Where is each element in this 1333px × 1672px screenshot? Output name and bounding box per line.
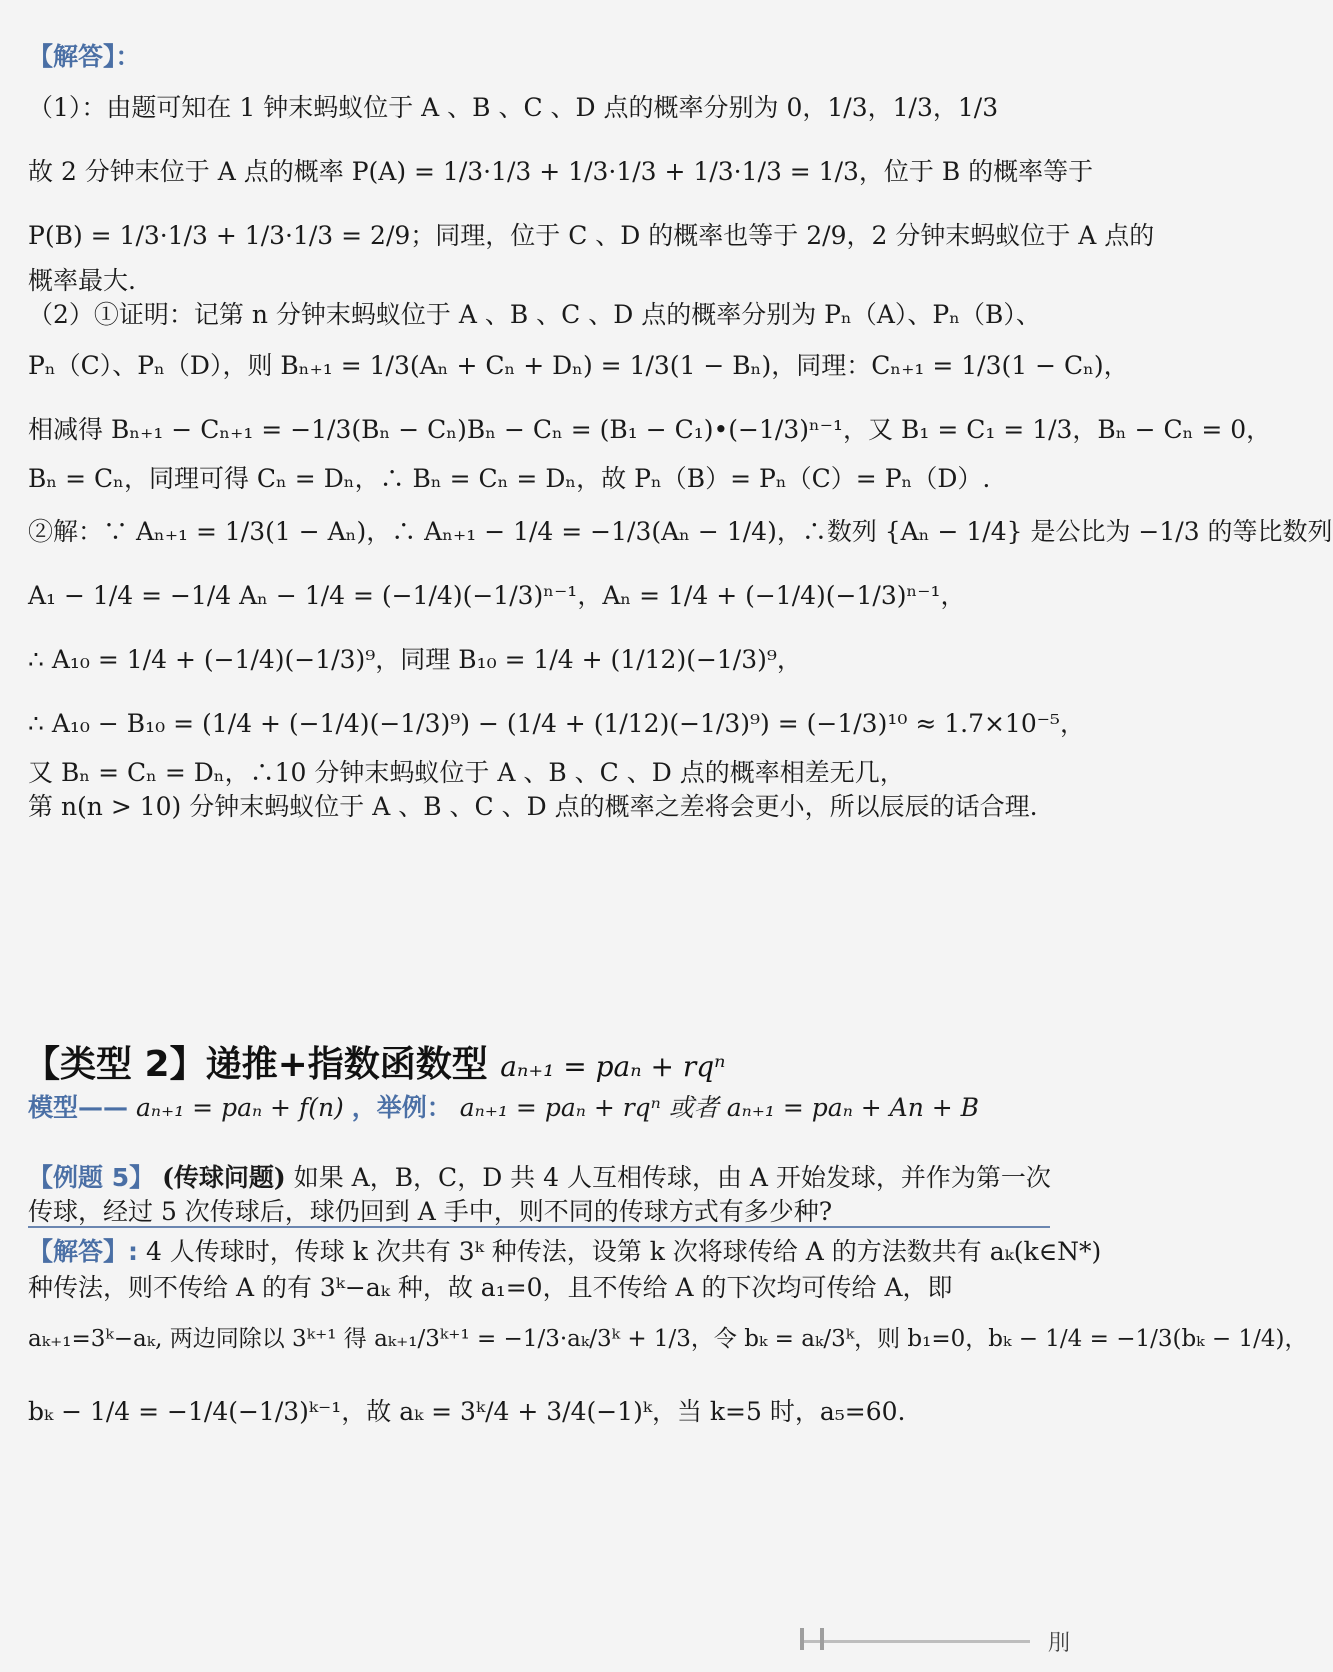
solution2-text-1: 4 人传球时，传球 k 次共有 3ᵏ 种传法，设第 k 次将球传给 A 的方法数共有 aₖ(k∈N*) <box>145 1237 1102 1266</box>
type2-title: 【类型 2】递推+指数函数型 <box>24 1044 488 1085</box>
solution-line-4: 概率最大. <box>28 266 136 295</box>
solution-line-10: A₁ − 1/4 = −1/4 Aₙ − 1/4 = (−1/4)(−1/3)ⁿ⁻¹，Aₙ = 1/4 + (−1/4)(−1/3)ⁿ⁻¹， <box>28 581 966 610</box>
scrollbar-handle-secondary[interactable] <box>820 1628 824 1650</box>
solution-line-11: ∴ A₁₀ = 1/4 + (−1/4)(−1/3)⁹，同理 B₁₀ = 1/4 + (1/12)(−1/3)⁹， <box>28 645 802 674</box>
solution-header-label: 【解答】： <box>28 42 141 71</box>
solution-line-12: ∴ A₁₀ − B₁₀ = (1/4 + (−1/4)(−1/3)⁹) − (1/4 + (1/12)(−1/3)⁹) = (−1/3)¹⁰ ≈ 1.7×10⁻⁵， <box>28 709 1085 738</box>
solution-line-2: 故 2 分钟末位于 A 点的概率 P(A) = 1/3·1/3 + 1/3·1/3 + 1/3·1/3 = 1/3，位于 B 的概率等于 <box>28 157 1094 186</box>
solution2-label: 【解答】: <box>28 1237 138 1266</box>
example5-bold: (传球问题) <box>162 1163 286 1192</box>
example5-label: 【例题 5】 <box>28 1163 155 1192</box>
example-intro-label: ，举例： <box>351 1093 452 1122</box>
solution2-line-3: aₖ₊₁=3ᵏ−aₖ, 两边同除以 3ᵏ⁺¹ 得 aₖ₊₁/3ᵏ⁺¹ = −1/3·aₖ/3ᵏ + 1/3，令 bₖ = aₖ/3ᵏ，则 b₁=0，bₖ − 1/4 = −1/3(bₖ − 1/4)， <box>28 1326 1308 1352</box>
model-formula: aₙ₊₁ = paₙ + f(n) <box>135 1093 344 1122</box>
scrollbar-handle[interactable] <box>800 1628 804 1650</box>
type2-title-formula: aₙ₊₁ = paₙ + rqⁿ <box>500 1050 726 1083</box>
solution-line-6: Pₙ（C）、Pₙ（D），则 Bₙ₊₁ = 1/3(Aₙ + Cₙ + Dₙ) = 1/3(1 − Bₙ)，同理：Cₙ₊₁ = 1/3(1 − Cₙ)， <box>28 351 1129 380</box>
solution-header <box>28 40 1060 74</box>
type2-heading <box>24 1036 726 1087</box>
solution-line-14: 第 n(n > 10) 分钟末蚂蚁位于 A 、B 、C 、D 点的概率之差将会更小，所以辰辰的话合理. <box>28 792 1038 821</box>
solution2-line-1 <box>28 1232 1101 1268</box>
solution-line-3: P(B) = 1/3·1/3 + 1/3·1/3 = 2/9；同理，位于 C 、D 的概率也等于 2/9，2 分钟末蚂蚁位于 A 点的 <box>28 221 1155 250</box>
example5-line-1 <box>28 1158 1051 1194</box>
section-divider <box>28 1226 1050 1228</box>
solution-line-1: （1）：由题可知在 1 钟末蚂蚁位于 A 、B 、C 、D 点的概率分别为 0，1/3，1/3，1/3 <box>28 93 999 122</box>
solution-line-9: ②解：∵ Aₙ₊₁ = 1/3(1 − Aₙ)，∴ Aₙ₊₁ − 1/4 = −1/3(Aₙ − 1/4)，∴数列 {Aₙ − 1/4} 是公比为 −1/3 的等比数列 <box>28 517 1333 546</box>
model-label: 模型—— <box>28 1093 129 1122</box>
corner-glyph: 刖 <box>1048 1631 1071 1656</box>
solution2-line-2: 种传法，则不传给 A 的有 3ᵏ−aₖ 种，故 a₁=0，且不传给 A 的下次均可传给 A，即 <box>28 1273 953 1302</box>
solution2-line-4: bₖ − 1/4 = −1/4(−1/3)ᵏ⁻¹，故 aₖ = 3ᵏ/4 + 3/4(−1)ᵏ，当 k=5 时，a₅=60. <box>28 1397 906 1426</box>
solution-line-13: 又 Bₙ = Cₙ = Dₙ，∴10 分钟末蚂蚁位于 A 、B 、C 、D 点的概率相差无几， <box>28 758 905 787</box>
example5-text-1: 如果 A，B，C，D 共 4 人互相传球，由 A 开始发球，并作为第一次 <box>293 1163 1051 1192</box>
solution-line-5: （2）①证明：记第 n 分钟末蚂蚁位于 A 、B 、C 、D 点的概率分别为 Pₙ（A）、Pₙ（B）、 <box>28 300 1041 329</box>
solution-line-8: Bₙ = Cₙ，同理可得 Cₙ = Dₙ，∴ Bₙ = Cₙ = Dₙ，故 Pₙ（B）= Pₙ（C）= Pₙ（D）. <box>28 464 991 493</box>
scrollbar-track <box>800 1640 1030 1643</box>
example-formula: aₙ₊₁ = paₙ + rqⁿ 或者 aₙ₊₁ = paₙ + An + B <box>459 1093 980 1122</box>
model-line <box>28 1088 979 1124</box>
scrollbar[interactable] <box>800 1628 1030 1648</box>
solution-line-7: 相减得 Bₙ₊₁ − Cₙ₊₁ = −1/3(Bₙ − Cₙ)Bₙ − Cₙ = (B₁ − C₁)•(−1/3)ⁿ⁻¹，又 B₁ = C₁ = 1/3，Bₙ − Cₙ = 0， <box>28 415 1272 444</box>
example5-line-2: 传球，经过 5 次传球后，球仍回到 A 手中，则不同的传球方式有多少种? <box>28 1197 833 1226</box>
